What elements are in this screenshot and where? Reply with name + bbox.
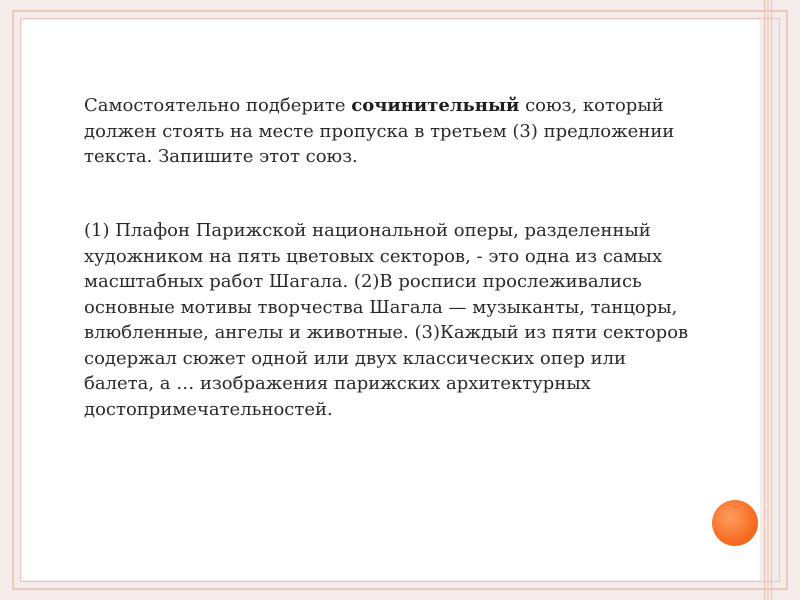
task-text-bold-keyword: сочинительный	[351, 95, 520, 116]
right-decorative-rule	[767, 0, 769, 600]
orange-circle-icon	[712, 500, 758, 546]
task-text-after: союз, который должен стоять на месте пропуска в третьем (3) предложении текста. Запишите этот союз.	[84, 95, 675, 167]
right-decorative-rule	[764, 0, 765, 600]
task-text	[84, 93, 698, 170]
right-decorative-rule	[771, 0, 772, 600]
task-text-before: Самостоятельно подберите	[84, 95, 352, 116]
passage-text: (1) Плафон Парижской национальной оперы, разделенный художником на пять цветовых секторов, - это одна из самых масштабных работ Шагала. (2)В росписи прослеживались основные мотивы творчества Шагала — музыканты, танцоры, влюбленные, ангелы и животные. (3)Каждый из пяти секторов содержал сюжет одной или двух классических опер или балета, а … изображения парижских архитектурных достопримечательностей.	[84, 220, 689, 420]
